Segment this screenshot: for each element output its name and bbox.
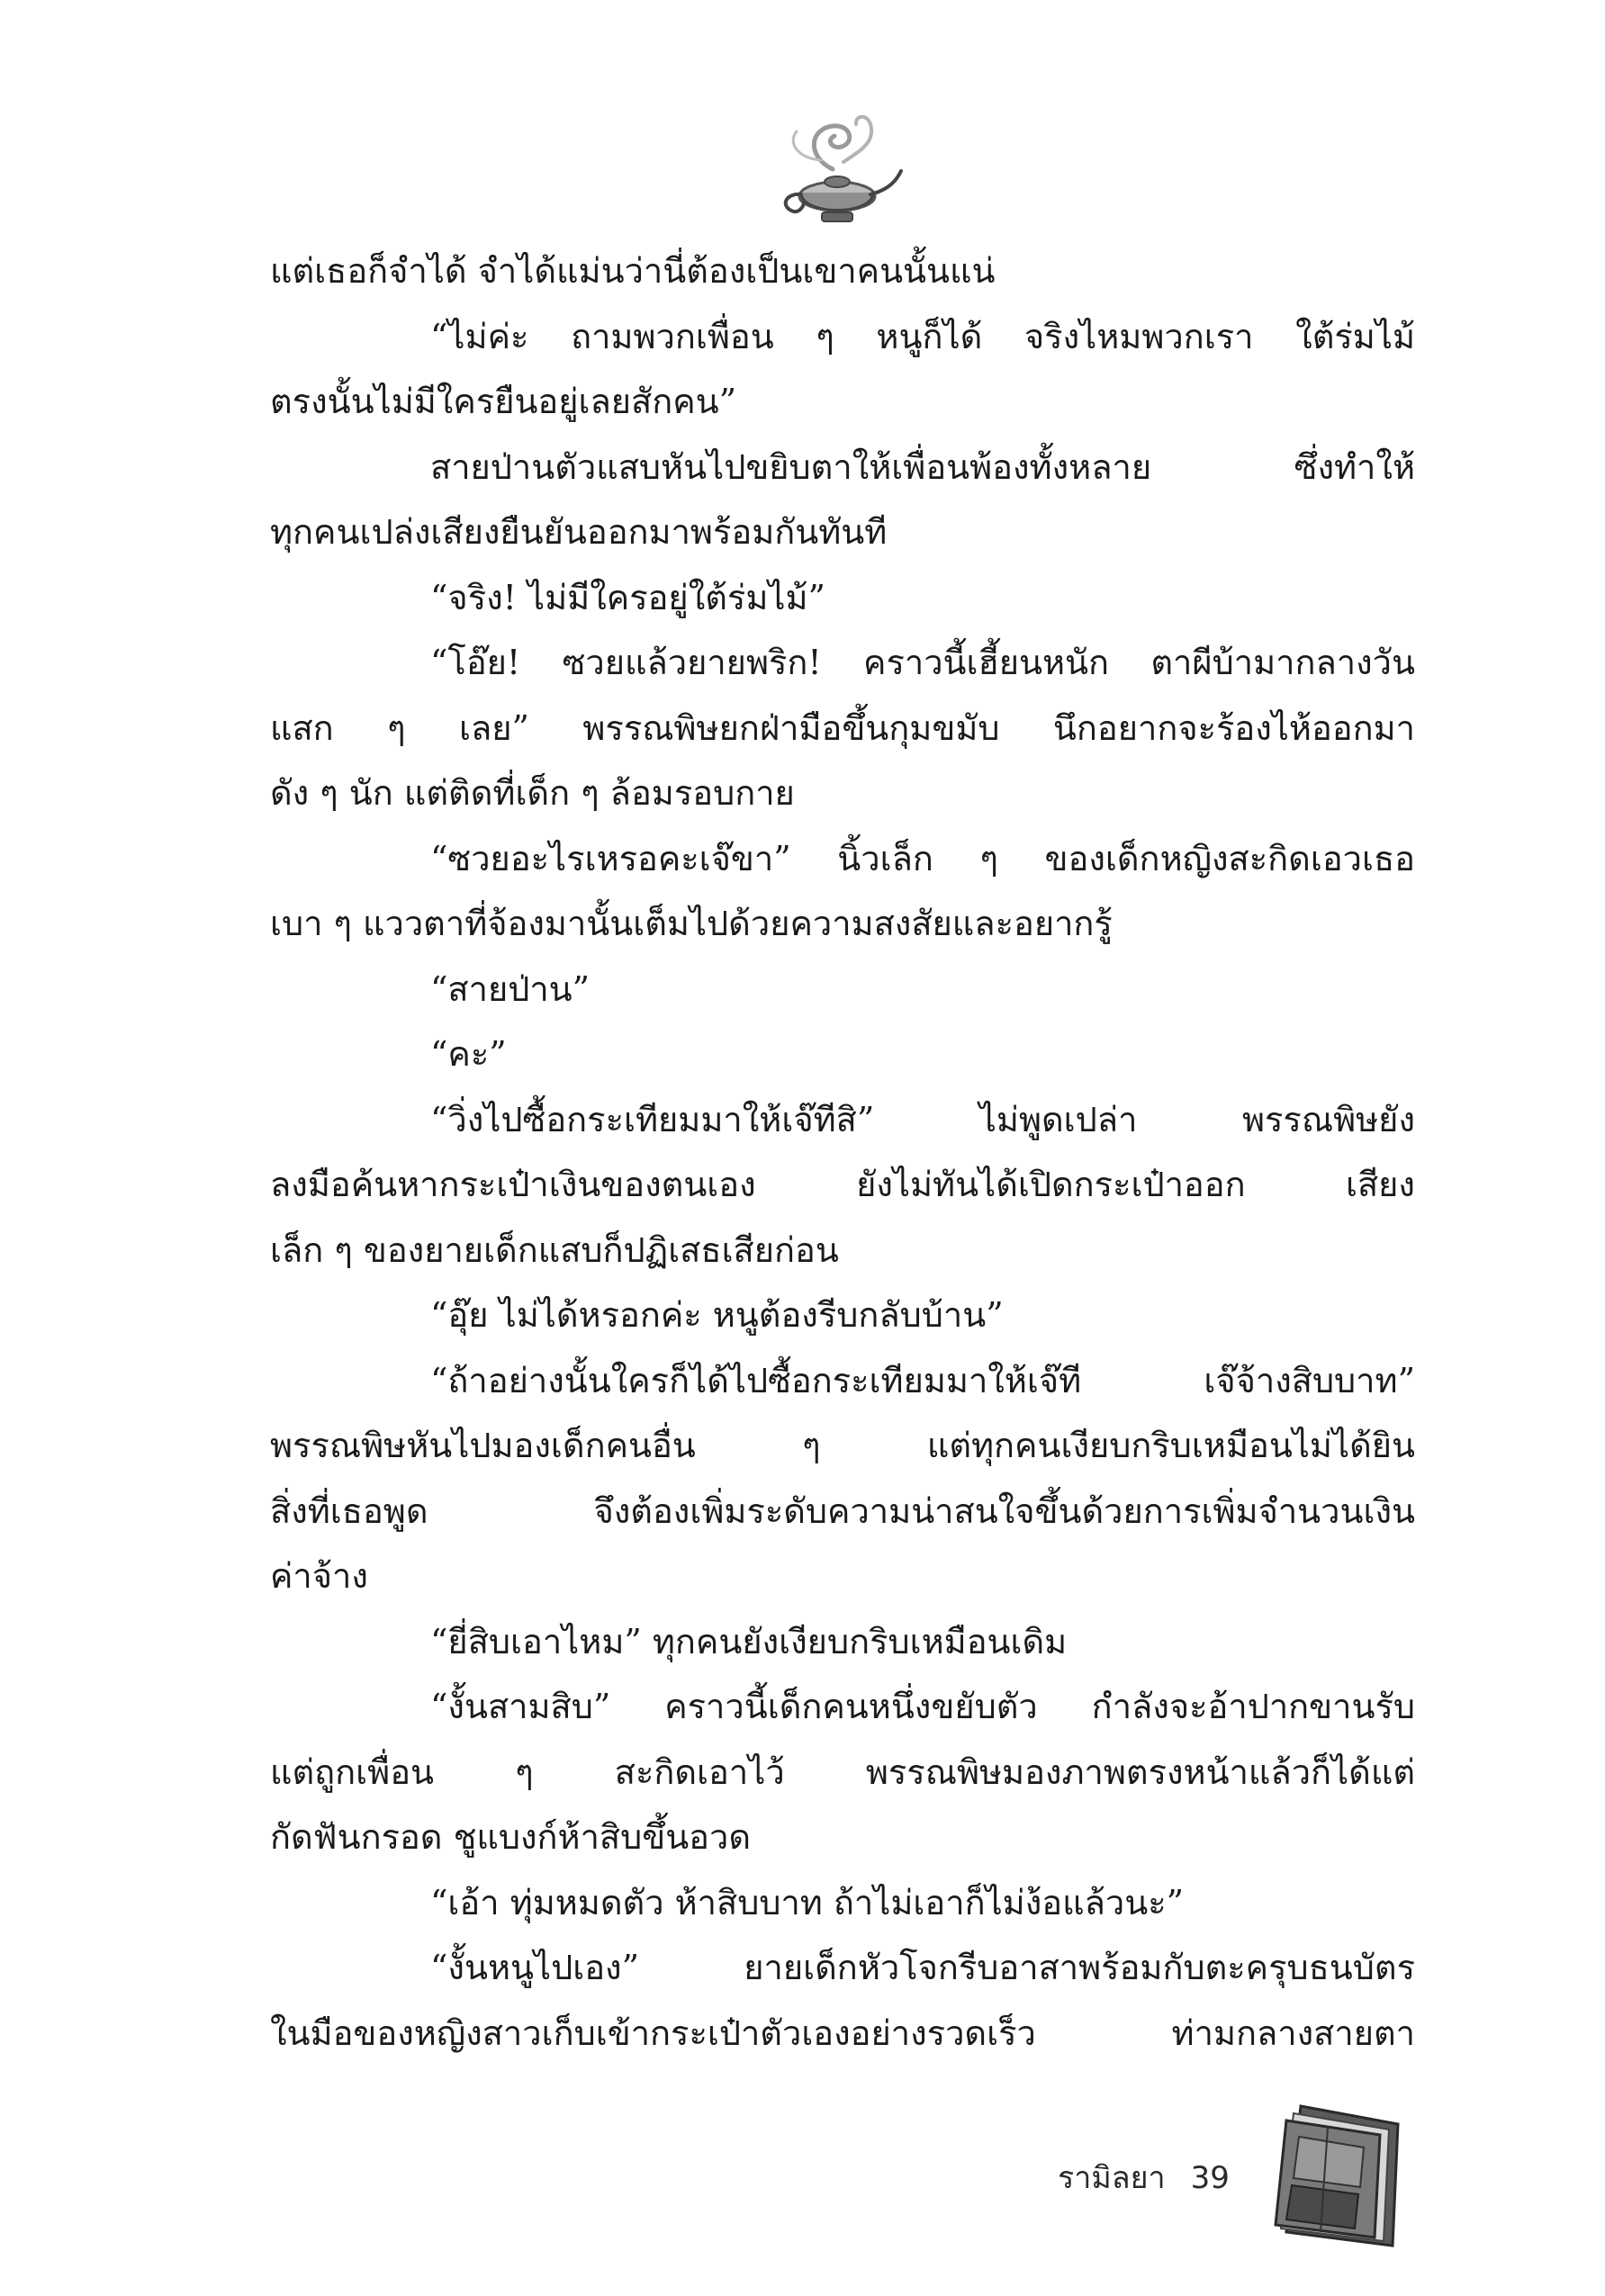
author-name: รามิลยา [1058, 2160, 1166, 2196]
text-line: “สายป่าน” [430, 968, 591, 1009]
text-line: ค่าจ้าง [270, 1556, 368, 1596]
text-line: “ถ้าอย่างนั้นใครก็ได้ไปซื้อกระเทียมมาให้เจ๊ที เจ๊จ้างสิบบาท” [430, 1360, 1415, 1400]
text-line: “คะ” [430, 1034, 507, 1074]
text-line: “ซวยอะไรเหรอคะเจ๊ขา” นิ้วเล็ก ๆ ของเด็กหญิงสะกิดเอวเธอ [430, 838, 1415, 878]
text-line: แต่ถูกเพื่อน ๆ สะกิดเอาไว้ พรรณพิษมองภาพตรงหน้าแล้วก็ได้แต่ [270, 1751, 1415, 1792]
text-line: เล็ก ๆ ของยายเด็กแสบก็ปฏิเสธเสียก่อน [270, 1229, 839, 1270]
text-line: ลงมือค้นหากระเป๋าเงินของตนเอง ยังไม่ทันได้เปิดกระเป๋าออก เสียง [270, 1165, 1415, 1204]
text-line: พรรณพิษหันไปมองเด็กคนอื่น ๆ แต่ทุกคนเงียบกริบเหมือนไม่ได้ยิน [270, 1426, 1415, 1465]
text-line: สายป่านตัวแสบหันไปขยิบตาให้เพื่อนพ้องทั้งหลาย ซึ่งทำให้ [430, 446, 1415, 487]
text-line: “จริง! ไม่มีใครอยู่ใต้ร่มไม้” [430, 577, 825, 617]
page-footer [1058, 2147, 1230, 2210]
text-line: “งั้นหนูไปเอง” ยายเด็กหัวโจกรีบอาสาพร้อมกับตะครุบธนบัตร [430, 1948, 1415, 1987]
text-line: ดัง ๆ นัก แต่ติดที่เด็ก ๆ ล้อมรอบกาย [270, 773, 795, 813]
text-line: ในมือของหญิงสาวเก็บเข้ากระเป๋าตัวเองอย่างรวดเร็ว ท่ามกลางสายตา [270, 2012, 1415, 2053]
text-line: “เอ้า ทุ่มหมดตัว ห้าสิบบาท ถ้าไม่เอาก็ไม่ง้อแล้วนะ” [430, 1882, 1185, 1922]
magic-lamp-icon [770, 106, 905, 232]
text-line: “ยี่สิบเอาไหม” ทุกคนยังเงียบกริบเหมือนเดิม [430, 1621, 1068, 1661]
text-line: แต่เธอก็จำได้ จำได้แม่นว่านี่ต้องเป็นเขาคนนั้นแน่ [270, 251, 996, 291]
text-line: “อุ๊ย ไม่ได้หรอกค่ะ หนูต้องรีบกลับบ้าน” [430, 1295, 1004, 1335]
text-line: “ไม่ค่ะ ถามพวกเพื่อน ๆ หนูก็ได้ จริงไหมพวกเรา ใต้ร่มไม้ [430, 316, 1415, 356]
text-line: ตรงนั้นไม่มีใครยืนอยู่เลยสักคน” [270, 382, 737, 421]
book-icon [1274, 2097, 1409, 2250]
text-line: แสก ๆ เลย” พรรณพิษยกฝ่ามือขึ้นกุมขมับ นึกอยากจะร้องไห้ออกมา [270, 707, 1415, 748]
text-line: ทุกคนเปล่งเสียงยืนยันออกมาพร้อมกันทันที [270, 512, 888, 552]
text-line: เบา ๆ แววตาที่จ้องมานั้นเต็มไปด้วยความสงสัยและอยากรู้ [270, 904, 1113, 943]
text-line: “งั้นสามสิบ” คราวนี้เด็กคนหนึ่งขยับตัว กำลังจะอ้าปากขานรับ [430, 1687, 1415, 1726]
page-number: 39 [1190, 2160, 1230, 2196]
text-line: สิ่งที่เธอพูด จึงต้องเพิ่มระดับความน่าสนใจขึ้นด้วยการเพิ่มจำนวนเงิน [270, 1490, 1415, 1531]
body-text [270, 239, 1415, 2066]
text-line: “วิ่งไปซื้อกระเทียมมาให้เจ๊ทีสิ” ไม่พูดเปล่า พรรณพิษยัง [430, 1099, 1415, 1139]
text-line: กัดฟันกรอด ชูแบงก์ห้าสิบขึ้นอวด [270, 1817, 752, 1857]
text-line: “โอ๊ย! ซวยแล้วยายพริก! คราวนี้เฮี้ยนหนัก ตาผีบ้ามากลางวัน [430, 643, 1415, 682]
